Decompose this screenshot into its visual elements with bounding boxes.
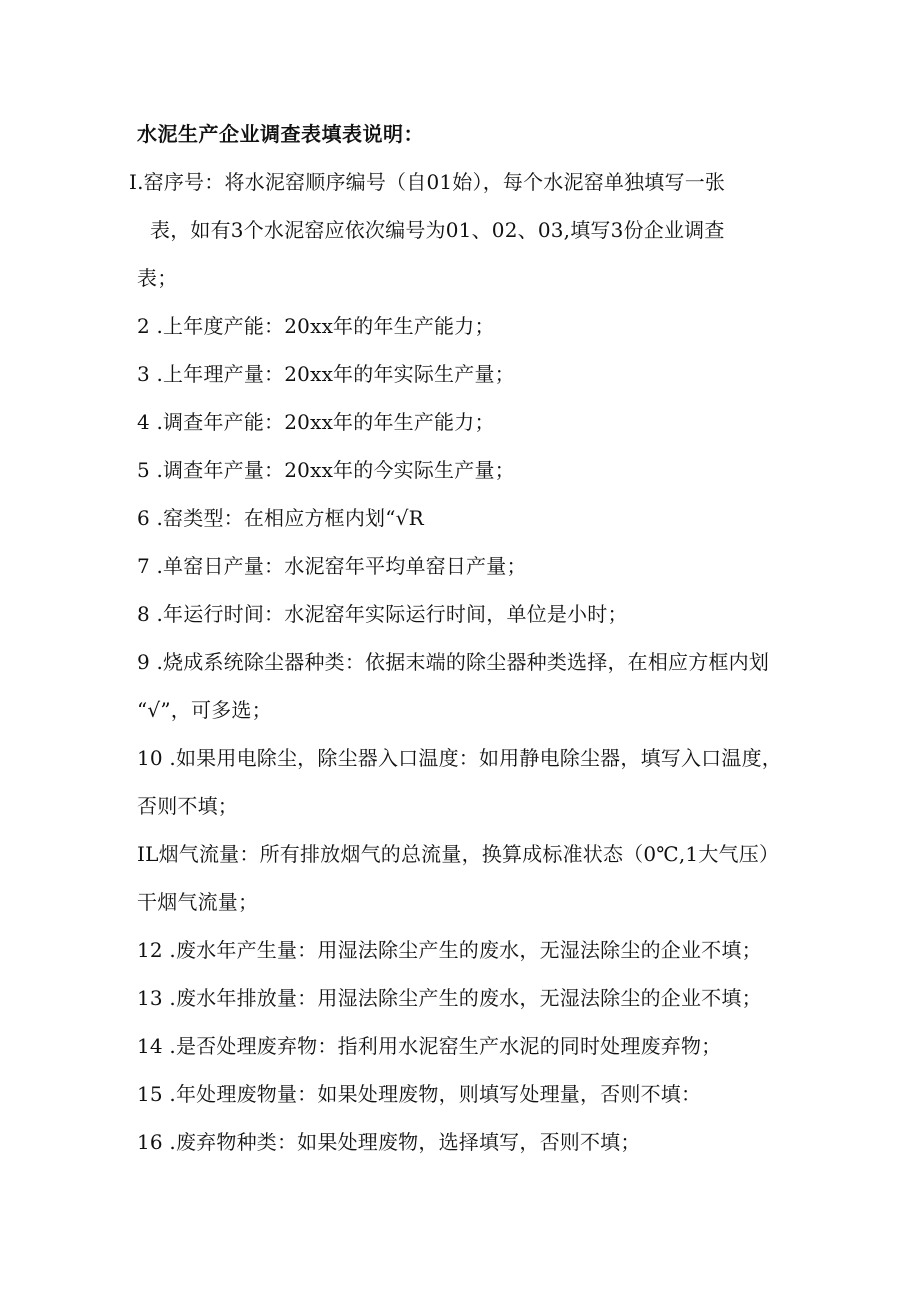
instruction-line-16: 16 .废弃物种类：如果处理废物，选择填写，否则不填； bbox=[137, 1130, 641, 1154]
instruction-line-5: 5 .调查年产量：20xx年的今实际生产量； bbox=[137, 458, 515, 482]
document-title: 水泥生产企业调查表填表说明： bbox=[137, 122, 424, 146]
instruction-line-10: 10 .如果用电除尘，除尘器入口温度：如用静电除尘器，填写入口温度， bbox=[137, 746, 782, 770]
instruction-line-7: 7 .单窑日产量：水泥窑年平均单窑日产量； bbox=[137, 554, 527, 578]
instruction-line-6: 6 .窑类型：在相应方框内划“√R bbox=[137, 506, 424, 530]
instruction-line-1-end: 表； bbox=[137, 266, 178, 290]
instruction-line-8: 8 .年运行时间：水泥窑年实际运行时间，单位是小时； bbox=[137, 602, 628, 626]
instruction-line-13: 13 .废水年排放量：用湿法除尘产生的废水，无湿法除尘的企业不填； bbox=[137, 986, 762, 1010]
instruction-line-9-cont: “√”，可多选； bbox=[137, 698, 272, 722]
instruction-line-4: 4 .调查年产能：20xx年的年生产能力； bbox=[137, 410, 495, 434]
instruction-line-9: 9 .烧成系统除尘器种类：依据末端的除尘器种类选择，在相应方框内划 bbox=[137, 650, 770, 674]
instruction-line-12: 12 .废水年产生量：用湿法除尘产生的废水，无湿法除尘的企业不填； bbox=[137, 938, 762, 962]
instruction-line-3: 3 .上年理产量：20xx年的年实际生产量； bbox=[137, 362, 515, 386]
instruction-line-2: 2 .上年度产能：20xx年的年生产能力； bbox=[137, 314, 495, 338]
instruction-line-11: IL烟气流量：所有排放烟气的总流量，换算成标准状态（0℃,1大气压） bbox=[137, 842, 780, 866]
instruction-line-11-cont: 干烟气流量； bbox=[137, 890, 259, 914]
instruction-line-1: I.窑序号：将水泥窑顺序编号（自01始），每个水泥窑单独填写一张 bbox=[129, 170, 726, 194]
instruction-line-15: 15 .年处理废物量：如果处理废物，则填写处理量，否则不填： bbox=[137, 1082, 702, 1106]
instruction-line-14: 14 .是否处理废弃物：指利用水泥窑生产水泥的同时处理废弃物； bbox=[137, 1034, 722, 1058]
instruction-line-1-cont: 表，如有3个水泥窑应依次编号为01、02、03,填写3份企业调查 bbox=[150, 218, 725, 242]
instruction-line-10-cont: 否则不填； bbox=[137, 794, 238, 818]
